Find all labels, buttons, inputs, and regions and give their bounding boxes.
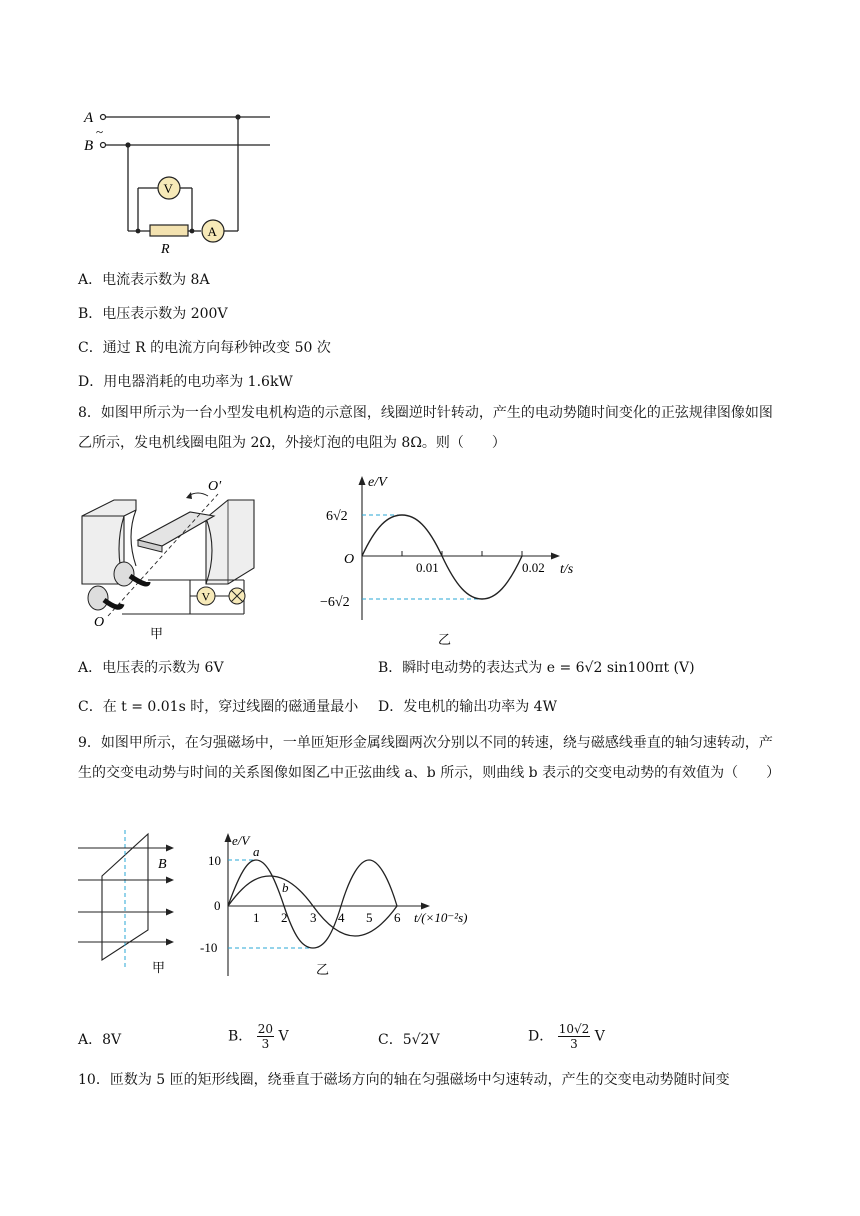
q7-option-c: C．通过 R 的电流方向每秒钟改变 50 次 (78, 340, 331, 356)
q9-option-b-den: 3 (261, 1037, 270, 1051)
curve-a (228, 860, 397, 948)
q9-option-b-fraction (257, 1022, 274, 1051)
x-tick-6: 6 (394, 910, 401, 925)
q9-option-b-num: 20 (257, 1022, 274, 1036)
q7-option-b: B．电压表示数为 200V (78, 306, 228, 322)
q8-option-a: A．电压表的示数为 6V (78, 660, 224, 676)
q7-option-a: A．电流表示数为 8A (78, 272, 210, 288)
svg-text:A: A (207, 224, 217, 239)
resistor-label: R (161, 242, 170, 257)
q8-stem: 8．如图甲所示为一台小型发电机构造的示意图，线圈逆时针转动，产生的电动势随时间变化的正弦规律图像如图乙所示，发电机线圈电阻为 2Ω，外接灯泡的电阻为 8Ω。则（ ） (78, 405, 773, 451)
sine-curve (362, 515, 522, 599)
q9-option-d-den: 3 (570, 1037, 578, 1051)
coil-in-field-diagram (78, 830, 183, 980)
curve-a-label: a (253, 844, 260, 859)
emf-ab-graph (196, 828, 486, 980)
origin-label: O (344, 552, 355, 567)
axis-o: O (94, 615, 105, 630)
fig-jia-caption: 甲 (150, 626, 164, 641)
y-axis-label: e/V (232, 833, 250, 848)
q9-option-b-prefix: B． (228, 1028, 253, 1045)
fig-jia-caption: 甲 (152, 960, 166, 975)
ac-tilde: ~ (96, 124, 104, 139)
generator-diagram (78, 476, 258, 646)
q8-option-b: B．瞬时电动势的表达式为 e = 6√2 sin100πt (V) (378, 660, 695, 676)
q9-option-d-prefix: D． (528, 1028, 554, 1045)
q9-option-c: C．5√2V (378, 1032, 440, 1048)
circuit-diagram (78, 100, 278, 260)
fig-yi-caption: 乙 (438, 632, 452, 647)
axis-o-prime: O′ (208, 479, 222, 494)
y-tick-neg10: -10 (200, 940, 218, 955)
q8-option-c: C．在 t = 0.01s 时，穿过线圈的磁通量最小 (78, 699, 359, 715)
q9-option-a: A．8V (78, 1032, 122, 1048)
q9-option-d-fraction (558, 1022, 591, 1051)
q10-stem: 10．匝数为 5 匝的矩形线圈，绕垂直于磁场方向的轴在匀强磁场中匀速转动，产生的交变电动势随时间变 (78, 1072, 730, 1088)
q9-option-d (528, 1022, 605, 1051)
x-tick-3: 3 (310, 910, 317, 925)
x-tick-002: 0.02 (522, 560, 545, 575)
x-tick-5: 5 (366, 910, 373, 925)
q9-option-b-unit: V (278, 1028, 289, 1045)
field-b-label: B (158, 857, 167, 872)
emf-sine-graph (318, 468, 588, 648)
terminal-a-label: A (84, 110, 94, 126)
fig-yi-caption: 乙 (316, 962, 330, 977)
x-axis-label: t/(×10⁻²s) (414, 910, 468, 925)
curve-b-label: b (282, 880, 289, 895)
q9-stem: 9．如图甲所示，在匀强磁场中，一单匝矩形金属线圈两次分别以不同的转速，绕与磁感线垂直的轴匀速转动，产生的交变电动势与时间的关系图像如图乙中正弦曲线 a、b 所示，则曲线 b 表示的交变电动势的有效值为（ ） (78, 735, 781, 781)
x-tick-001: 0.01 (416, 560, 439, 575)
svg-text:V: V (163, 181, 173, 196)
terminal-b-label: B (84, 138, 94, 154)
q7-option-d: D．用电器消耗的电功率为 1.6kW (78, 374, 293, 390)
y-tick-0: 0 (214, 898, 221, 913)
q9-option-d-unit: V (594, 1028, 605, 1045)
x-tick-4: 4 (338, 910, 345, 925)
x-axis-label: t/s (560, 562, 574, 577)
q9-option-d-num: 10√2 (558, 1022, 590, 1036)
y-tick-10: 10 (208, 853, 221, 868)
q8-option-d: D．发电机的输出功率为 4W (378, 699, 557, 715)
q9-option-b (228, 1022, 289, 1051)
resistor-r (150, 225, 188, 236)
x-tick-1: 1 (253, 910, 260, 925)
y-min-label: −6√2 (320, 595, 350, 610)
svg-text:V: V (201, 589, 211, 604)
y-max-label: 6√2 (326, 509, 348, 524)
x-tick-2: 2 (281, 910, 288, 925)
y-axis-label: e/V (368, 475, 387, 490)
